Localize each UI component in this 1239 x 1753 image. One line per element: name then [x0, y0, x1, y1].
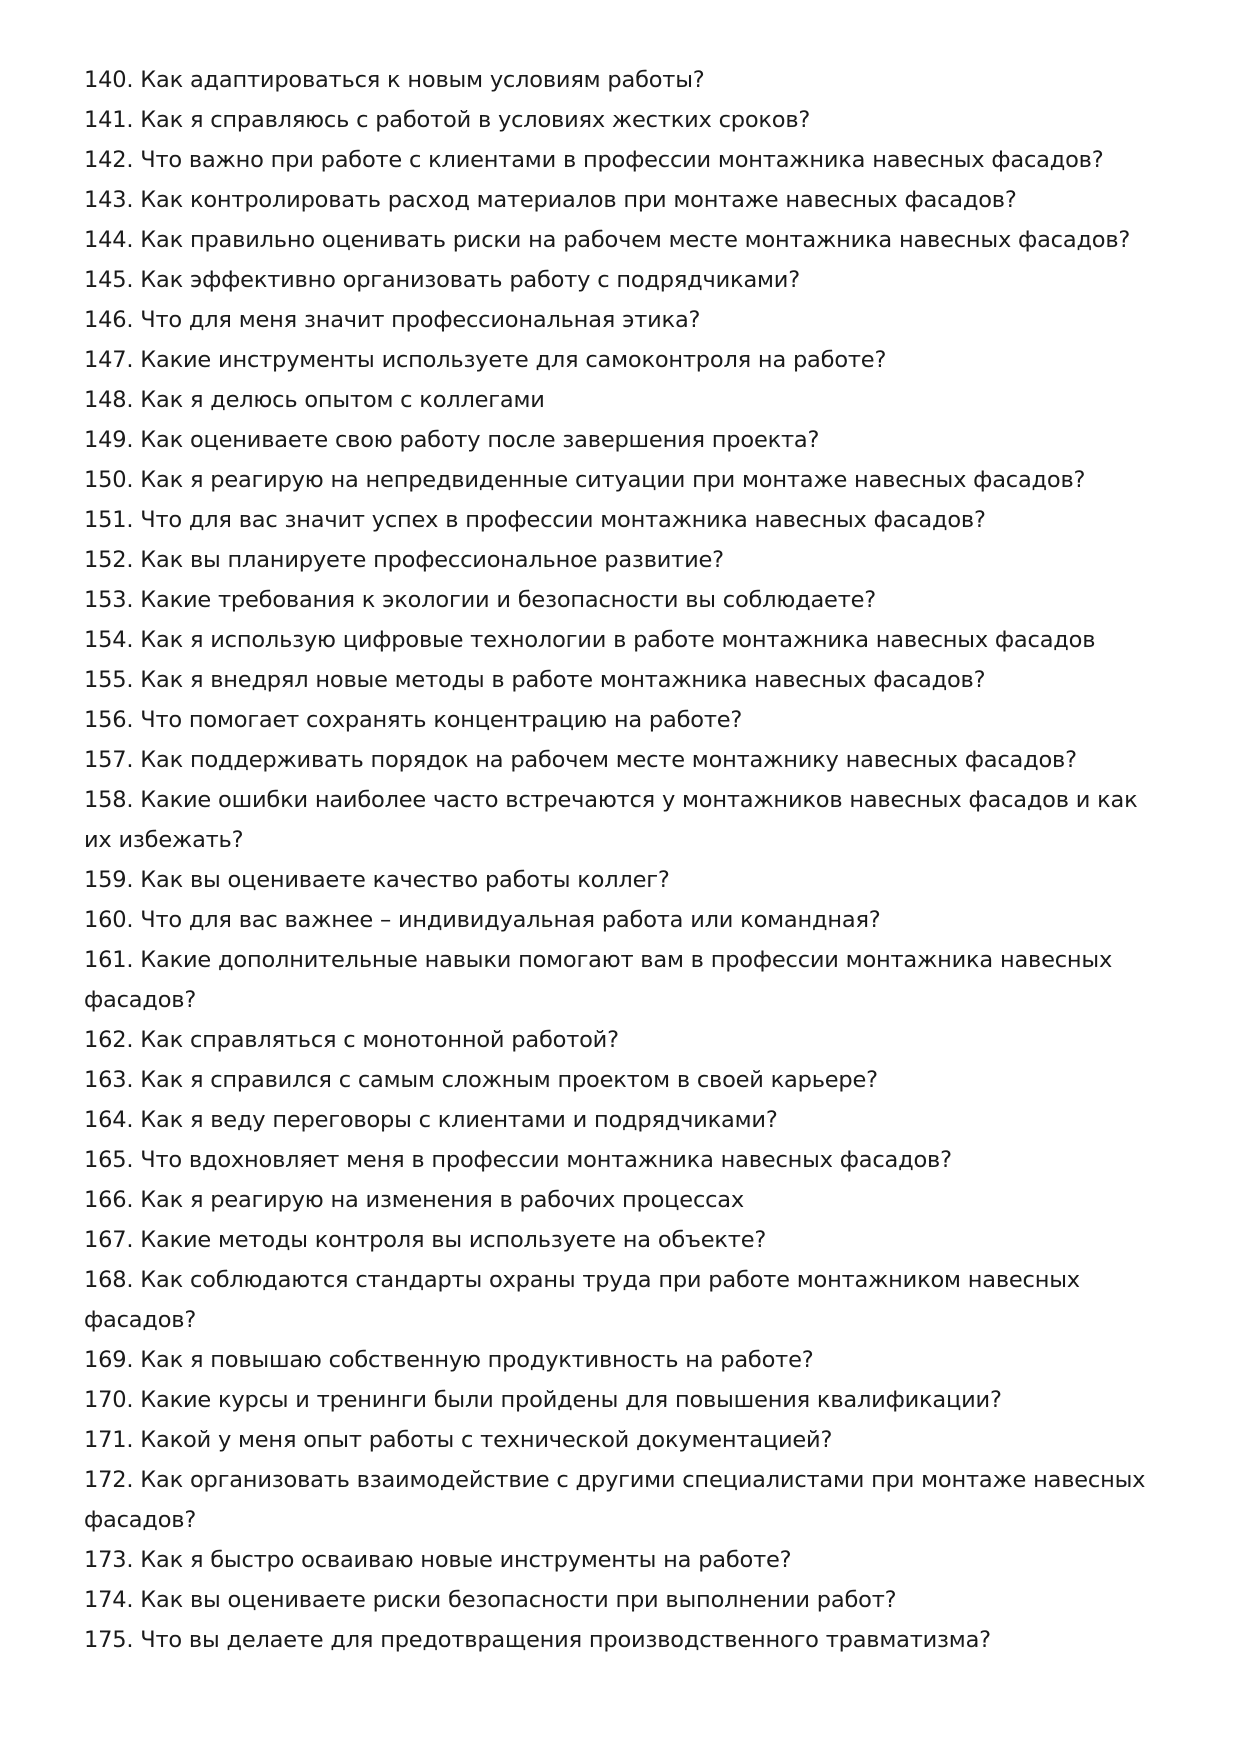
question-item: 158. Какие ошибки наиболее часто встречаются у монтажников навесных фасадов и как их избежать?	[84, 787, 1138, 853]
question-item: 151. Что для вас значит успех в профессии монтажника навесных фасадов?	[84, 507, 986, 533]
question-item: 166. Как я реагирую на изменения в рабочих процессах	[84, 1187, 744, 1213]
question-item: 148. Как я делюсь опытом с коллегами	[84, 387, 545, 413]
question-item: 147. Какие инструменты используете для самоконтроля на работе?	[84, 347, 887, 373]
question-item: 149. Как оцениваете свою работу после завершения проекта?	[84, 427, 820, 453]
question-item: 153. Какие требования к экологии и безопасности вы соблюдаете?	[84, 587, 876, 613]
question-item: 141. Как я справляюсь с работой в условиях жестких сроков?	[84, 107, 811, 133]
question-item: 143. Как контролировать расход материалов при монтаже навесных фасадов?	[84, 187, 1017, 213]
question-item: 142. Что важно при работе с клиентами в профессии монтажника навесных фасадов?	[84, 147, 1104, 173]
question-item: 146. Что для меня значит профессиональная этика?	[84, 307, 701, 333]
question-item: 173. Как я быстро осваиваю новые инструменты на работе?	[84, 1547, 792, 1573]
question-item: 175. Что вы делаете для предотвращения производственного травматизма?	[84, 1627, 991, 1653]
question-item: 150. Как я реагирую на непредвиденные ситуации при монтаже навесных фасадов?	[84, 467, 1086, 493]
question-item: 154. Как я использую цифровые технологии в работе монтажника навесных фасадов	[84, 627, 1096, 653]
question-item: 144. Как правильно оценивать риски на рабочем месте монтажника навесных фасадов?	[84, 227, 1131, 253]
question-item: 174. Как вы оцениваете риски безопасности при выполнении работ?	[84, 1587, 897, 1613]
question-item: 164. Как я веду переговоры с клиентами и подрядчиками?	[84, 1107, 778, 1133]
question-item: 171. Какой у меня опыт работы с технической документацией?	[84, 1427, 833, 1453]
question-item: 155. Как я внедрял новые методы в работе монтажника навесных фасадов?	[84, 667, 986, 693]
question-item: 172. Как организовать взаимодействие с другими специалистами при монтаже навесных фасадов?	[84, 1467, 1146, 1533]
question-item: 157. Как поддерживать порядок на рабочем месте монтажнику навесных фасадов?	[84, 747, 1077, 773]
question-item: 161. Какие дополнительные навыки помогают вам в профессии монтажника навесных фасадов?	[84, 947, 1113, 1013]
question-item: 163. Как я справился с самым сложным проектом в своей карьере?	[84, 1067, 878, 1093]
question-item: 160. Что для вас важнее – индивидуальная работа или командная?	[84, 907, 881, 933]
question-list	[84, 60, 1164, 1660]
document-page	[84, 60, 1164, 1660]
question-item: 169. Как я повышаю собственную продуктивность на работе?	[84, 1347, 814, 1373]
question-item: 165. Что вдохновляет меня в профессии монтажника навесных фасадов?	[84, 1147, 952, 1173]
question-item: 167. Какие методы контроля вы используете на объекте?	[84, 1227, 767, 1253]
question-item: 170. Какие курсы и тренинги были пройдены для повышения квалификации?	[84, 1387, 1002, 1413]
question-item: 159. Как вы оцениваете качество работы коллег?	[84, 867, 670, 893]
question-item: 162. Как справляться с монотонной работой?	[84, 1027, 619, 1053]
question-item: 152. Как вы планируете профессиональное развитие?	[84, 547, 724, 573]
question-item: 168. Как соблюдаются стандарты охраны труда при работе монтажником навесных фасадов?	[84, 1267, 1080, 1333]
question-item: 156. Что помогает сохранять концентрацию на работе?	[84, 707, 743, 733]
question-item: 140. Как адаптироваться к новым условиям работы?	[84, 67, 705, 93]
question-item: 145. Как эффективно организовать работу с подрядчиками?	[84, 267, 800, 293]
